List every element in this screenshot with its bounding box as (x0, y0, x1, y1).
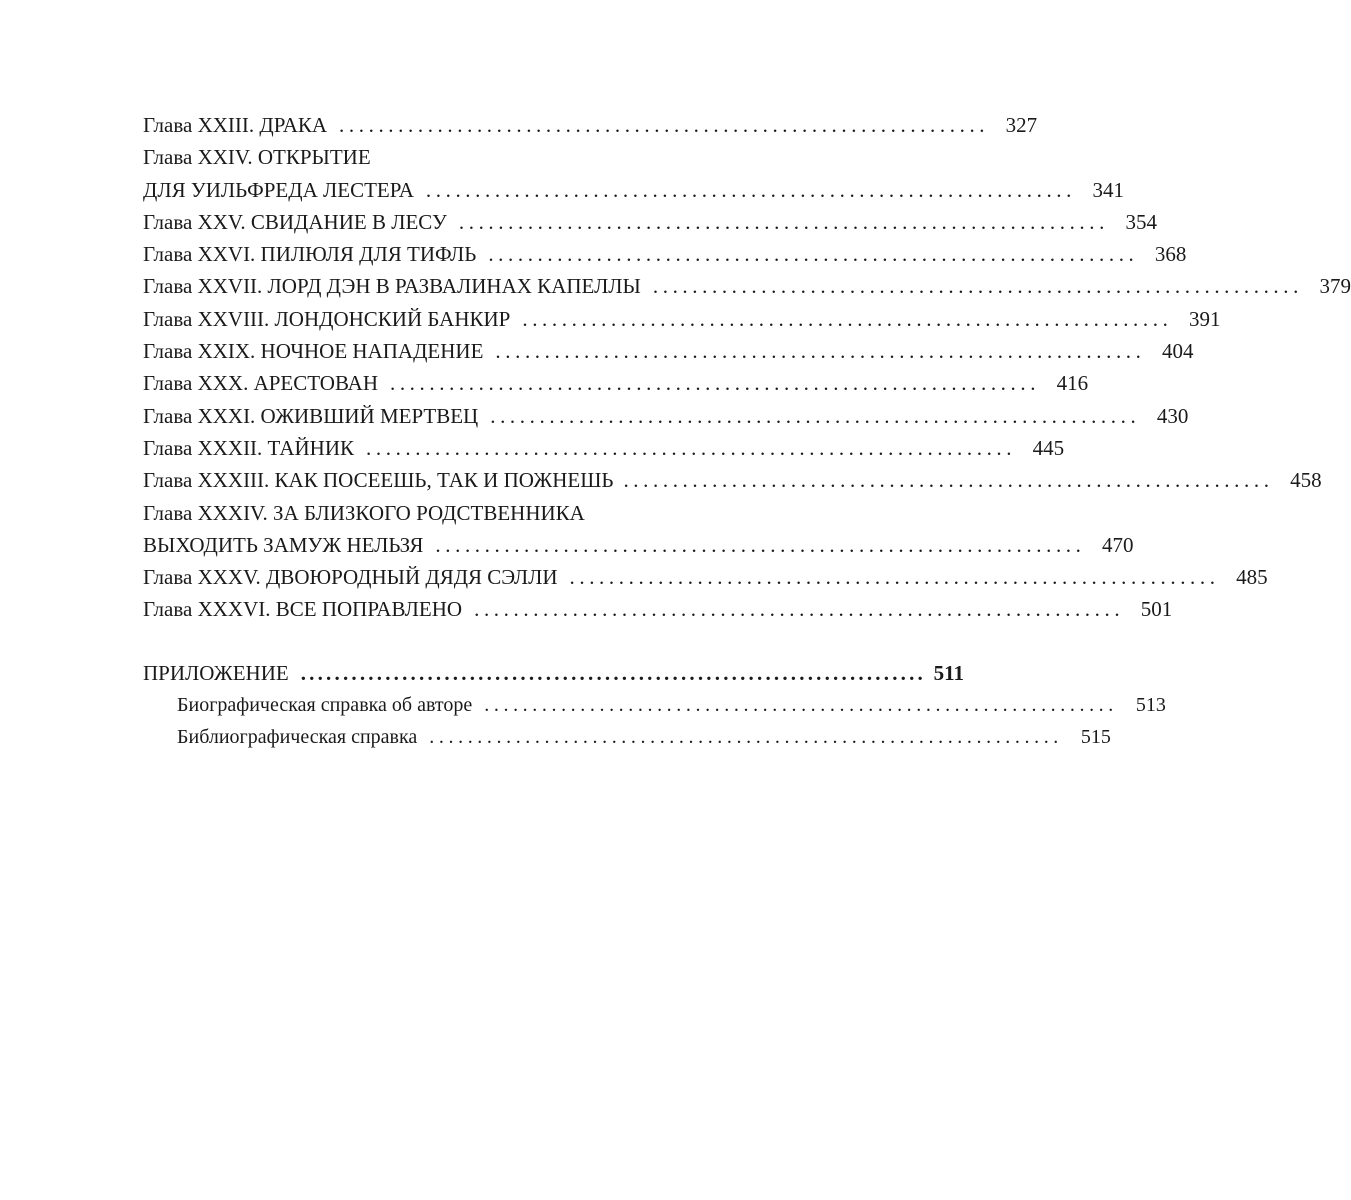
entry-title: Глава XXXIII. КАК ПОСЕЕШЬ, ТАК И ПОЖНЕШЬ (143, 468, 614, 493)
dot-leader: .................................................................. (389, 371, 1041, 396)
entry-page-number: 485 (1236, 565, 1268, 590)
entry-page-number: 513 (1135, 694, 1166, 717)
toc-entry-bibliography[interactable] (143, 721, 1111, 753)
entry-title: Глава XXVI. ПИЛЮЛЯ ДЛЯ ТИФЛЬ (143, 242, 477, 267)
toc-entry-chapter-24-line-1[interactable] (143, 141, 757, 173)
entry-title: Глава XXXIV. ЗА БЛИЗКОГО РОДСТВЕННИКА (143, 500, 585, 525)
dot-leader: .................................................................. (495, 339, 1146, 364)
entry-page-number: 354 (1125, 209, 1157, 234)
entry-title: Биографическая справка об авторе (177, 694, 473, 717)
toc-entry-chapter-28[interactable] (143, 303, 1221, 335)
dot-leader: .......................................................................... (300, 660, 927, 685)
entry-title: ВЫХОДИТЬ ЗАМУЖ НЕЛЬЗЯ (143, 532, 424, 557)
dot-leader: .................................................................. (339, 113, 990, 137)
toc-entry-chapter-25[interactable] (143, 206, 1157, 238)
dot-leader: .................................................................. (425, 177, 1076, 202)
entry-page-number: 416 (1056, 371, 1089, 396)
toc-entry-chapter-33[interactable] (143, 464, 1322, 496)
toc-entry-chapter-27[interactable] (143, 270, 1351, 302)
entry-title: Глава XXXII. ТАЙНИК (143, 435, 355, 460)
table-of-contents (143, 109, 1351, 754)
entry-page-number: 470 (1102, 532, 1134, 557)
entry-title: Глава XXX. АРЕСТОВАН (143, 371, 378, 396)
dot-leader: .................................................................. (429, 726, 1063, 749)
toc-entry-chapter-32[interactable] (143, 432, 1065, 464)
entry-page-number: 501 (1140, 597, 1173, 622)
toc-entry-chapter-24-line-2[interactable] (143, 174, 1124, 206)
entry-title: Глава XXXI. ОЖИВШИЙ МЕРТВЕЦ (143, 403, 479, 428)
entry-title: Глава XXXV. ДВОЮРОДНЫЙ ДЯДЯ СЭЛЛИ (143, 565, 558, 590)
entry-title: Глава XXIX. НОЧНОЕ НАПАДЕНИЕ (143, 339, 484, 364)
dot-leader: .................................................................. (484, 694, 1118, 717)
dot-leader: .................................................................. (522, 306, 1173, 331)
dot-leader: .................................................................. (569, 565, 1220, 590)
toc-entry-chapter-36[interactable] (143, 593, 1173, 625)
dot-leader: .................................................................. (490, 403, 1141, 428)
toc-entry-chapter-34-line-1[interactable] (143, 497, 757, 529)
entry-page-number: 511 (933, 660, 965, 685)
entry-page-number: 404 (1162, 339, 1194, 364)
dot-leader: .................................................................. (366, 435, 1017, 460)
entry-page-number: 327 (1005, 113, 1038, 137)
dot-leader: .................................................................. (435, 532, 1086, 557)
toc-entry-chapter-23[interactable] (143, 109, 1038, 141)
entry-title: Глава XXV. СВИДАНИЕ В ЛЕСУ (143, 209, 447, 234)
entry-title: ПРИЛОЖЕНИЕ (143, 660, 289, 685)
entry-page-number: 445 (1032, 435, 1065, 460)
entry-page-number: 391 (1188, 306, 1221, 331)
toc-entry-chapter-34-line-2[interactable] (143, 529, 1134, 561)
entry-title: ДЛЯ УИЛЬФРЕДА ЛЕСТЕРА (143, 177, 414, 202)
toc-entry-chapter-31[interactable] (143, 400, 1189, 432)
toc-entry-chapter-35[interactable] (143, 561, 1268, 593)
toc-entry-biography[interactable] (143, 689, 1166, 721)
entry-page-number: 515 (1080, 726, 1111, 749)
entry-page-number: 379 (1319, 274, 1351, 299)
entry-title: Глава XXXVI. ВСЕ ПОПРАВЛЕНО (143, 597, 463, 622)
toc-entry-appendix[interactable] (143, 657, 965, 689)
entry-title: Глава XXVII. ЛОРД ДЭН В РАЗВАЛИНАХ КАПЕЛЛЫ (143, 274, 641, 299)
toc-entry-chapter-30[interactable] (143, 367, 1089, 399)
entry-title: Библиографическая справка (177, 726, 418, 749)
entry-title: Глава XXVIII. ЛОНДОНСКИЙ БАНКИР (143, 306, 511, 331)
dot-leader: .................................................................. (458, 209, 1109, 234)
entry-title: Глава XXIII. ДРАКА (143, 113, 328, 137)
dot-leader: .................................................................. (652, 274, 1303, 299)
toc-entry-chapter-26[interactable] (143, 238, 1187, 270)
entry-page-number: 430 (1156, 403, 1189, 428)
entry-title: Глава XXIV. ОТКРЫТИЕ (143, 145, 371, 170)
dot-leader: .................................................................. (474, 597, 1125, 622)
toc-entry-chapter-29[interactable] (143, 335, 1194, 367)
dot-leader: .................................................................. (488, 242, 1139, 267)
entry-page-number: 341 (1092, 177, 1124, 202)
entry-page-number: 368 (1154, 242, 1187, 267)
entry-page-number: 458 (1290, 468, 1322, 493)
dot-leader: .................................................................. (623, 468, 1274, 493)
